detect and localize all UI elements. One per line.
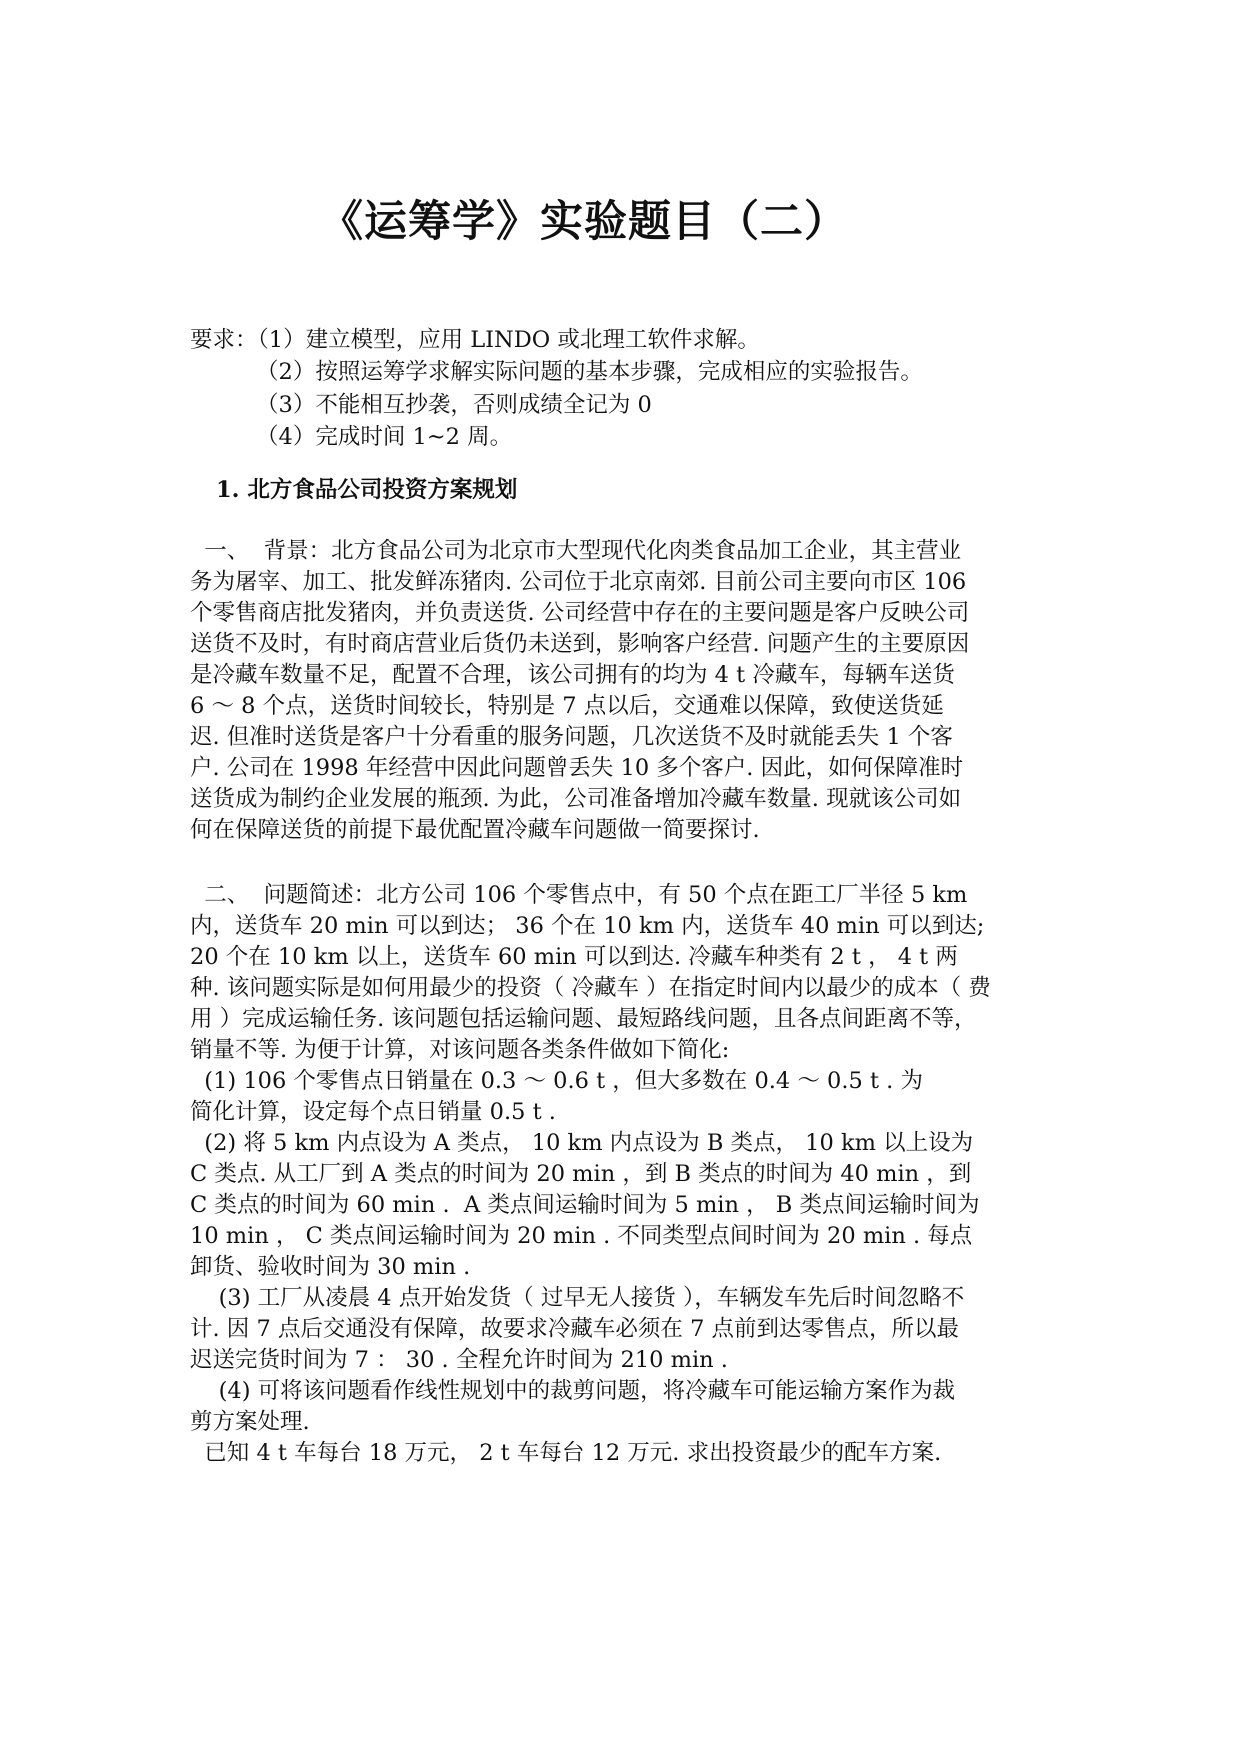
background-line: 是冷藏车数量不足，配置不合理，该公司拥有的均为 4 t 冷藏车，每辆车送货 bbox=[190, 662, 955, 688]
problem-line: C 类点的时间为 60 min . A 类点间运输时间为 5 min ， B 类点间运输时间为 bbox=[190, 1192, 980, 1218]
problem-line: C 类点. 从工厂到 A 类点的时间为 20 min ，到 B 类点的时间为 40 min ，到 bbox=[190, 1161, 972, 1187]
problem-line: 计. 因 7 点后交通没有保障，故要求冷藏车必须在 7 点前到达零售点，所以最 bbox=[190, 1316, 960, 1342]
problem-line: 简化计算，设定每个点日销量 0.5 t . bbox=[190, 1099, 556, 1125]
problem-line: (4) 可将该问题看作线性规划中的裁剪问题，将冷藏车可能运输方案作为裁 bbox=[190, 1378, 956, 1404]
problem-line: 已知 4 t 车每台 18 万元， 2 t 车每台 12 万元. 求出投资最少的配车方案. bbox=[190, 1440, 942, 1466]
background-line: 个零售商店批发猪肉，并负责送货. 公司经营中存在的主要问题是客户反映公司 bbox=[190, 600, 970, 626]
requirement-1: 要求：（1）建立模型，应用 LINDO 或北理工软件求解。 bbox=[190, 327, 760, 353]
requirement-4: （4）完成时间 1~2 周。 bbox=[256, 424, 513, 450]
problem-line: 10 min ， C 类点间运输时间为 20 min . 不同类型点间时间为 20 min . 每点 bbox=[190, 1223, 973, 1249]
problem-line: 二、 问题简述：北方公司 106 个零售点中，有 50 个点在距工厂半径 5 km bbox=[190, 882, 968, 908]
background-line: 户. 公司在 1998 年经营中因此问题曾丢失 10 多个客户. 因此，如何保障准时 bbox=[190, 755, 964, 781]
problem-line: (3) 工厂从凌晨 4 点开始发货（ 过早无人接货 ），车辆发车先后时间忽略不 bbox=[190, 1285, 965, 1311]
background-line: 务为屠宰、加工、批发鲜冻猪肉. 公司位于北京南郊. 目前公司主要向市区 106 bbox=[190, 569, 967, 595]
problem-line: 剪方案处理. bbox=[190, 1409, 310, 1435]
section-heading: 1. 北方食品公司投资方案规划 bbox=[216, 477, 518, 503]
background-line: 送货不及时，有时商店营业后货仍未送到，影响客户经营. 问题产生的主要原因 bbox=[190, 631, 970, 657]
background-line: 迟. 但准时送货是客户十分看重的服务问题，几次送货不及时就能丢失 1 个客 bbox=[190, 724, 953, 750]
problem-line: 迟送完货时间为 7 ： 30 . 全程允许时间为 210 min . bbox=[190, 1347, 728, 1373]
background-line: 送货成为制约企业发展的瓶颈. 为此，公司准备增加冷藏车数量. 现就该公司如 bbox=[190, 786, 962, 812]
background-line: 何在保障送货的前提下最优配置冷藏车问题做一简要探讨. bbox=[190, 817, 760, 843]
problem-line: 20 个在 10 km 以上，送货车 60 min 可以到达. 冷藏车种类有 2 t ， 4 t 两 bbox=[190, 944, 958, 970]
problem-line: (1) 106 个零售点日销量在 0.3 ～ 0.6 t ，但大多数在 0.4 ～ 0.5 t . 为 bbox=[190, 1068, 923, 1094]
problem-line: 销量不等. 为便于计算，对该问题各类条件做如下简化: bbox=[190, 1037, 730, 1063]
requirement-2: （2）按照运筹学求解实际问题的基本步骤，完成相应的实验报告。 bbox=[256, 359, 923, 385]
problem-line: 内，送货车 20 min 可以到达； 36 个在 10 km 内，送货车 40 min 可以到达; bbox=[190, 913, 985, 939]
background-line: 6 ～ 8 个点，送货时间较长，特别是 7 点以后，交通难以保障，致使送货延 bbox=[190, 693, 944, 719]
page-title: 《运筹学》实验题目（二） bbox=[320, 197, 848, 247]
problem-line: 用 ）完成运输任务. 该问题包括运输问题、最短路线问题，且各点间距离不等， bbox=[190, 1006, 977, 1032]
requirement-3: （3）不能相互抄袭，否则成绩全记为 0 bbox=[256, 392, 652, 418]
problem-line: 种. 该问题实际是如何用最少的投资（ 冷藏车 ）在指定时间内以最少的成本（ 费 bbox=[190, 975, 991, 1001]
background-line: 一、 背景：北方食品公司为北京市大型现代化肉类食品加工企业，其主营业 bbox=[190, 538, 962, 564]
problem-line: 卸货、验收时间为 30 min . bbox=[190, 1254, 471, 1280]
problem-line: (2) 将 5 km 内点设为 A 类点， 10 km 内点设为 B 类点， 10 km 以上设为 bbox=[190, 1130, 974, 1156]
